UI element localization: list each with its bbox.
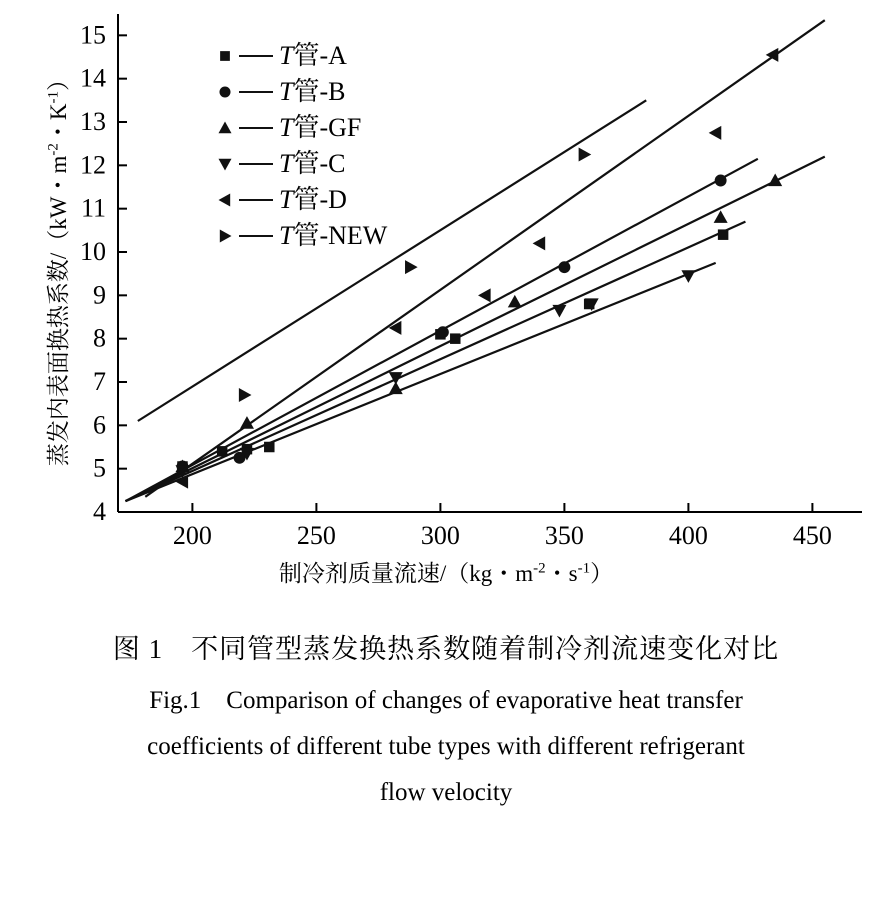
caption-english-line-2: coefficients of different tube types with different refrigerant (147, 733, 745, 760)
marker-circle (715, 175, 727, 187)
x-axis-title-suffix: ） (590, 561, 614, 586)
series-fit-line (125, 222, 745, 502)
legend-label (279, 221, 388, 250)
chart-legend (219, 41, 388, 250)
caption-english-line-3: flow velocity (379, 779, 513, 806)
y-axis-title-sup1: -2 (45, 143, 62, 156)
y-axis-title-sup2: -1 (45, 91, 62, 104)
x-tick-label: 350 (544, 521, 584, 550)
legend-label (279, 149, 345, 178)
marker-triangle-down (552, 305, 566, 318)
marker-triangle-down (219, 159, 232, 171)
legend-label-symbol: T (279, 77, 294, 106)
legend-label-symbol: T (279, 221, 294, 250)
legend-entry-1[interactable] (219, 77, 345, 106)
marker-square (718, 229, 729, 240)
legend-label-rest: 管-NEW (293, 221, 388, 250)
marker-triangle-left (478, 288, 491, 302)
marker-square (220, 51, 230, 61)
y-tick-label: 10 (80, 237, 106, 266)
y-tick-label: 14 (80, 63, 106, 93)
series-0 (125, 222, 745, 502)
y-tick-label: 7 (93, 367, 106, 396)
caption-chinese: 图 1 不同管型蒸发换热系数随着制冷剂流速变化对比 (112, 634, 780, 664)
caption-english (0, 678, 892, 816)
marker-triangle-left (219, 194, 231, 207)
x-tick-label: 400 (668, 521, 708, 550)
y-tick-label: 13 (80, 107, 106, 136)
series-3 (125, 263, 715, 501)
legend-label-rest: 管-B (293, 77, 346, 106)
legend-label (279, 113, 361, 142)
legend-label (279, 41, 347, 70)
marker-triangle-left (709, 126, 722, 140)
x-axis-title-sup1: -2 (533, 560, 546, 577)
marker-triangle-down (389, 372, 403, 385)
marker-triangle-up (508, 295, 522, 308)
marker-circle (558, 261, 570, 273)
marker-triangle-up (219, 122, 232, 134)
legend-entry-3[interactable] (219, 149, 346, 178)
figure-caption (0, 620, 892, 816)
marker-triangle-right (239, 388, 252, 402)
y-tick-label: 8 (93, 323, 106, 353)
legend-label-symbol: T (279, 185, 294, 214)
x-axis-title-mid: ・s (545, 561, 578, 586)
series-fit-line (125, 263, 715, 501)
y-tick-label: 9 (93, 280, 106, 310)
marker-triangle-right (220, 230, 232, 243)
y-axis-title-mid: ・K (46, 103, 71, 144)
x-axis-title-prefix: 制冷剂质量流速/（kg・m (278, 561, 534, 586)
y-tick-label: 11 (80, 193, 106, 223)
marker-triangle-up (714, 210, 728, 223)
legend-entry-5[interactable] (220, 221, 388, 250)
legend-label-symbol: T (279, 41, 294, 70)
series-1 (125, 159, 757, 501)
y-tick-label: 12 (80, 150, 106, 180)
x-tick-label: 450 (792, 521, 832, 550)
legend-label-rest: 管-D (293, 185, 347, 214)
y-tick-label: 4 (93, 497, 106, 526)
legend-label-symbol: T (279, 113, 294, 142)
y-tick-label: 5 (93, 453, 106, 483)
y-tick-label: 6 (93, 410, 106, 440)
legend-entry-4[interactable] (219, 185, 347, 214)
caption-english-line-1: Fig.1 Comparison of changes of evaporative heat transfer (149, 687, 743, 714)
legend-label-rest: 管-GF (293, 113, 362, 142)
legend-label (279, 77, 345, 106)
marker-triangle-right (405, 260, 418, 274)
x-axis-title-sup2: -1 (577, 560, 591, 577)
legend-entry-0[interactable] (220, 41, 347, 70)
marker-triangle-right (579, 148, 592, 162)
marker-circle (219, 86, 230, 97)
legend-label-rest: 管-A (293, 41, 347, 70)
y-axis-title-suffix: ） (46, 68, 71, 91)
marker-circle (437, 326, 449, 338)
legend-label (279, 185, 347, 214)
x-tick-label: 200 (172, 521, 212, 550)
y-axis-title-prefix: 蒸发内表面换热系数/（kW・m (46, 155, 71, 467)
marker-triangle-left (533, 236, 546, 250)
x-tick-label: 300 (420, 521, 460, 550)
x-tick-label: 250 (296, 521, 336, 550)
legend-entry-2[interactable] (219, 113, 362, 142)
y-tick-label: 15 (80, 20, 106, 50)
legend-label-rest: 管-C (293, 149, 346, 178)
legend-label-symbol: T (279, 149, 294, 178)
